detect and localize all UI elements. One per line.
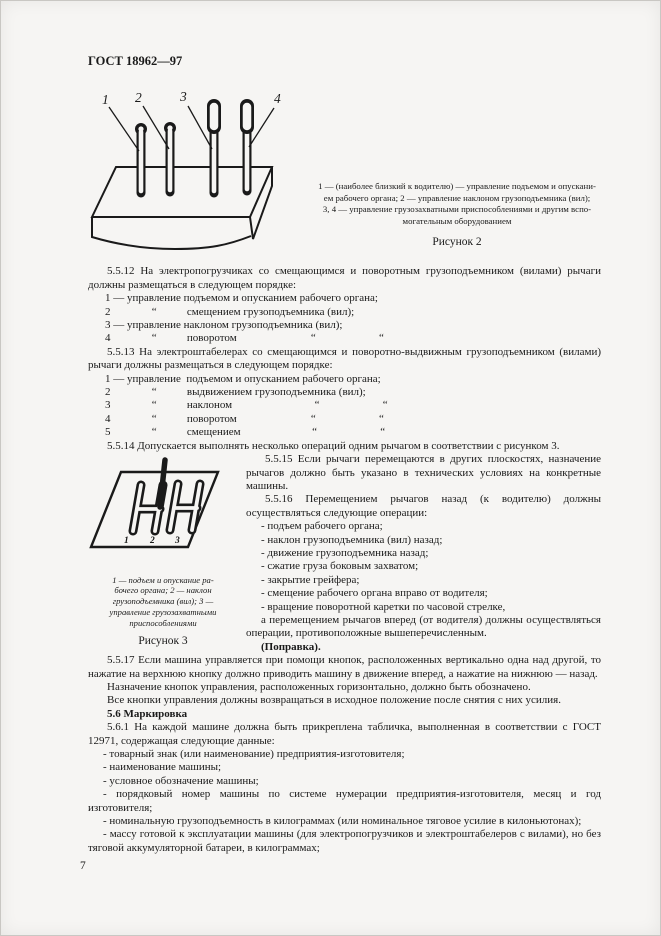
list-item: - наименование машины;	[103, 761, 222, 774]
list-item: 2 “ смещением грузоподъемника (вил);	[105, 305, 355, 318]
caption-line: 1 — (наиболее близкий к водителю) — управление подъемом и опускани-	[318, 181, 596, 191]
list-item: 4 “ поворотом “ “	[105, 412, 384, 425]
figure2-label-4: 4	[274, 91, 281, 106]
list-item: - закрытие грейфера;	[261, 573, 360, 586]
list-item: - вращение поворотной каретки по часовой стрелке,	[261, 600, 506, 613]
shift-gate-illustration	[88, 457, 238, 562]
paragraph-5-5-14: 5.5.14 Допускается выполнять несколько операций одним рычагом в соответствии с рисунком 3.	[107, 439, 560, 452]
list-item: 4 “ поворотом “ “	[105, 332, 384, 345]
paragraph-5-5-15: 5.5.15 Если рычаги перемещаются в других плоскостях, назначение рычагов должно быть указано в технических условиях на конкретные машины.	[246, 453, 601, 492]
list-item: - товарный знак (или наименование) предприятия-изготовителя;	[103, 748, 405, 761]
levers-console-illustration	[90, 89, 305, 257]
figure-2-caption	[313, 181, 601, 227]
caption-line: бочего органа; 2 — наклон	[114, 585, 212, 596]
caption-line: ем рабочего органа; 2 — управление наклоном грузоподъемника (вил);	[323, 192, 591, 203]
figure-3-title: Рисунок 3	[138, 635, 188, 648]
paragraph-5-5-16: 5.5.16 Перемещением рычагов назад (к водителю) должны осуществляться следующие операции:	[246, 493, 601, 519]
caption-line: приспособлениями	[129, 618, 197, 629]
section-5-6-heading: 5.6 Маркировка	[107, 707, 188, 720]
list-item: 2 “ выдвижением грузоподъемника (вил);	[105, 386, 366, 399]
list-item: 5 “ смещением “ “	[105, 426, 386, 439]
list-item: - смещение рабочего органа вправо от водителя;	[261, 587, 488, 600]
paragraph-5-5-13: 5.5.13 На электроштабелерах со смещающимся и поворотно-выдвижным грузоподъемником (вилами) рычаги должны размещаться в следующем порядке:	[88, 345, 601, 372]
caption-line: 1 — подъем и опускание ра-	[112, 574, 214, 585]
paragraph-5-5-12: 5.5.12 На электропогрузчиках со смещающимся и поворотным грузоподъемником (вилами) рычаги должны размещаться в следующем порядке:	[88, 265, 601, 291]
paragraph-5-5-17: 5.5.17 Если машина управляется при помощи кнопок, расположенных вертикально одна над другой, то нажатие на верхнюю кнопку должно приводить машину в движение вперед, а нажатие на нижнюю — назад.	[88, 654, 601, 680]
popravka-note: (Поправка).	[261, 640, 321, 653]
paragraph-buttons-return: Все кнопки управления должны возвращаться в исходное положение после снятия с них усилия.	[107, 694, 561, 707]
standard-code-header: ГОСТ 18962—97	[88, 54, 183, 68]
figure2-label-3: 3	[180, 89, 187, 104]
paragraph-5-5-16-tail: а перемещением рычагов вперед (от водителя) должны осуществляться операции, противоположные вышеперечисленным.	[246, 613, 601, 640]
list-item: - порядковый номер машины по системе нумерации предприятия-изготовителя, месяц и год изготовителя;	[88, 788, 601, 814]
figure3-label-3: 3	[175, 536, 180, 547]
caption-line: управление грузозахватными	[109, 607, 217, 618]
list-item: - наклон грузоподъемника (вил) назад;	[261, 533, 443, 546]
list-item: 3 “ наклоном “ “	[105, 399, 388, 412]
caption-line: грузоподъемника (вил); 3 —	[112, 596, 214, 607]
list-item: - движение грузоподъемника назад;	[261, 546, 429, 559]
page-number: 7	[80, 860, 86, 872]
list-item: 1 — управление подъемом и опусканием рабочего органа;	[105, 372, 381, 385]
list-item: 3 — управление наклоном грузоподъемника (вил);	[105, 319, 343, 332]
list-item: 1 — управление подъемом и опусканием рабочего органа;	[105, 292, 378, 305]
figure2-label-2: 2	[135, 90, 142, 105]
paragraph-5-6-1: 5.6.1 На каждой машине должна быть прикреплена табличка, выполненная в соответствии с ГОСТ 12971, содержащая следующие данные:	[88, 721, 601, 747]
list-item: - сжатие груза боковым захватом;	[261, 560, 419, 573]
figure-2-drawing	[90, 89, 305, 261]
figure3-label-2: 2	[150, 536, 155, 547]
figure2-label-1: 1	[102, 92, 109, 107]
figure-3-caption	[88, 575, 238, 647]
paragraph-buttons-horizontal: Назначение кнопок управления, расположенных горизонтально, должно быть обозначено.	[107, 681, 531, 693]
list-item: - массу готовой к эксплуатации машины (для электропогрузчиков и электроштабелеров с вилами), но без тяговой аккумуляторной батареи, в килограммах;	[88, 828, 601, 854]
figure-2-block	[90, 89, 601, 261]
figure-3-block	[88, 457, 238, 647]
caption-line: могательным оборудованием	[402, 215, 512, 226]
figure3-label-1: 1	[124, 536, 129, 547]
figure-2-title: Рисунок 2	[432, 236, 482, 249]
list-item: - номинальную грузоподъемность в килограммах (или номинальное тяговое усилие в килоньютонах);	[103, 815, 582, 828]
list-item: - подъем рабочего органа;	[261, 520, 383, 533]
figure-2-caption-block	[313, 89, 601, 261]
list-item: - условное обозначение машины;	[103, 774, 259, 787]
caption-line: 3, 4 — управление грузозахватными приспособлениями и другим вспо-	[322, 204, 592, 215]
page-content	[88, 0, 601, 855]
